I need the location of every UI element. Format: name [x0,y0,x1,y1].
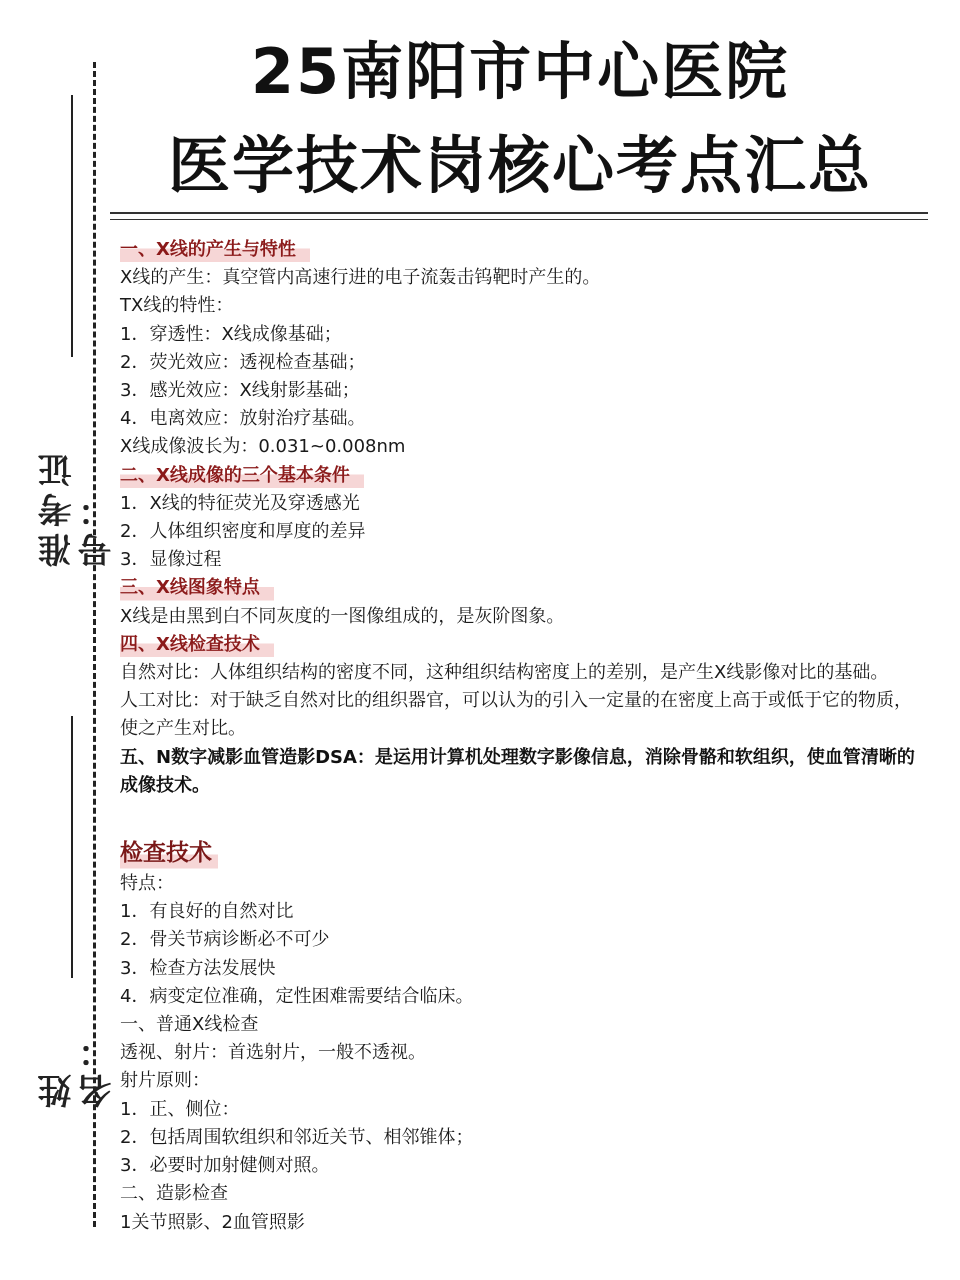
exam-id-label [38,392,118,567]
section-line: 3．感光效应：X线射影基础； [120,380,360,402]
name-colon: ： [78,1028,118,1068]
section-line: TX线的特性： [120,295,234,317]
section-line: X线的产生：真空管内高速行进的电子流轰击钨靶时产生的。 [120,267,601,289]
exam-id-colon: ： [78,487,118,527]
section-2 [120,462,925,575]
content-body [120,236,925,1237]
section-line: X线成像波长为：0.031~0.008nm [120,436,406,458]
title-divider-thin [110,219,928,220]
exam-line: 一、普通X线检查 [120,1014,259,1036]
name-label [38,1000,118,1108]
exam-line: 2．骨关节病诊断必不可少 [120,929,330,951]
exam-line: 1．有良好的自然对比 [120,901,294,923]
exam-line: 二、造影检查 [120,1183,228,1205]
section-1 [120,236,925,462]
section-heading: 三、X线图象特点 [120,574,274,602]
section-heading: 二、X线成像的三个基本条件 [120,462,364,490]
exam-line: 特点： [120,873,174,895]
exam-id-label-text: 准考证号 [38,447,118,567]
exam-id-write-line [71,95,73,357]
exam-technique-heading: 检查技术 [120,836,218,870]
exam-line: 透视、射片：首选射片，一般不透视。 [120,1042,426,1064]
spacer [120,800,925,836]
exam-line: 3．必要时加射健侧对照。 [120,1155,330,1177]
section-3 [120,574,925,630]
section-paragraph: 自然对比：人体组织结构的密度不同，这种组织结构密度上的差别，是产生X线影像对比的基础。 [120,662,889,684]
section-line: 3．显像过程 [120,549,222,571]
exam-technique-section [120,836,925,1237]
section-4 [120,631,925,744]
section-paragraph: 人工对比：对于缺乏自然对比的组织器官，可以认为的引入一定量的在密度上高于或低于它的物质，使之产生对比。 [120,690,912,740]
section-heading: 四、X线检查技术 [120,631,274,659]
page-title-line-2: 医学技术岗核心考点汇总 [167,129,872,202]
section-line: 2．人体组织密度和厚度的差异 [120,521,366,543]
exam-line: 射片原则： [120,1070,210,1092]
section-line: 2．荧光效应：透视检查基础； [120,351,366,373]
name-label-text: 姓名 [38,1068,118,1108]
exam-line: 1关节照影、2血管照影 [120,1211,305,1233]
section-heading: 一、X线的产生与特性 [120,236,310,264]
title-divider-thick [110,212,928,214]
section-line: 4．电离效应：放射治疗基础。 [120,408,366,430]
dsa-paragraph: 五、N数字减影血管造影DSA：是运用计算机处理数字影像信息，消除骨骼和软组织，使血管清晰的成像技术。 [120,746,915,796]
section-line: 1．X线的特征荧光及穿透感光 [120,492,360,514]
exam-line: 2．包括周围软组织和邻近关节、相邻锥体； [120,1126,474,1148]
page-title-line-1: 25南阳市中心医院 [250,35,790,108]
exam-line: 1．正、侧位： [120,1098,240,1120]
exam-line: 4．病变定位准确，定性困难需要结合临床。 [120,985,474,1007]
section-line: X线是由黑到白不同灰度的一图像组成的，是灰阶图象。 [120,605,565,627]
name-write-line [71,716,73,978]
section-line: 1．穿透性：X线成像基础； [120,323,342,345]
exam-line: 3．检查方法发展快 [120,957,276,979]
